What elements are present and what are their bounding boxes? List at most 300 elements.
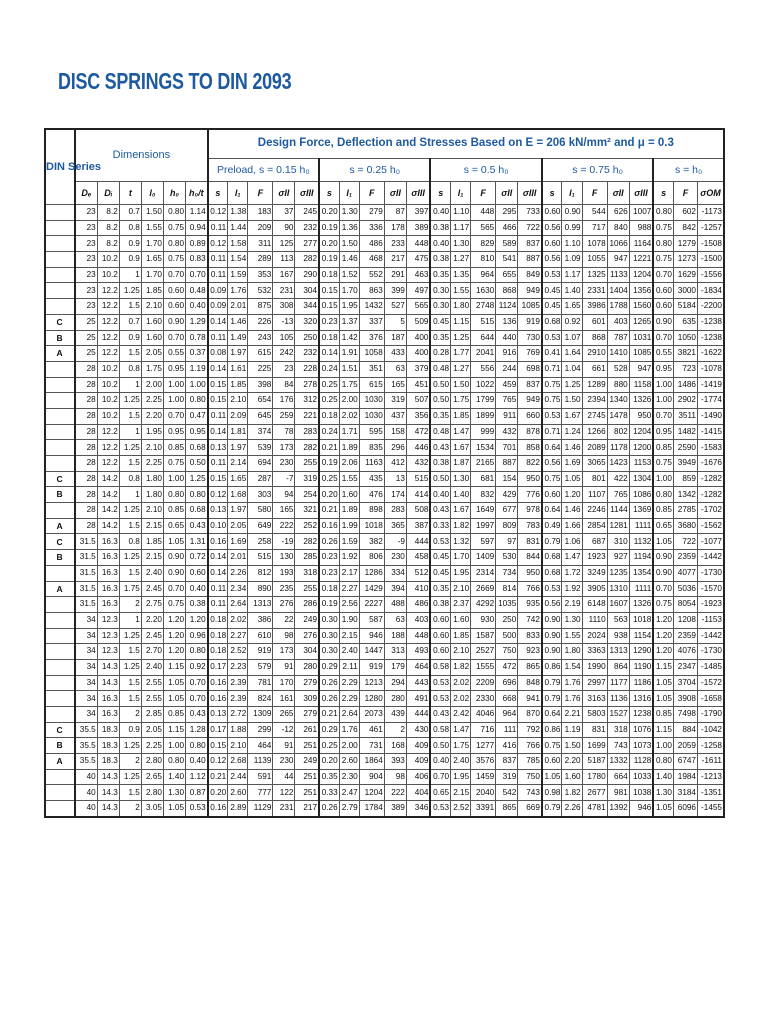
data-cell: 12.2 xyxy=(97,346,119,362)
data-cell: 0.94 xyxy=(186,220,208,236)
data-cell: 0.79 xyxy=(542,675,562,691)
data-cell: 44 xyxy=(273,769,295,785)
data-cell: 722 xyxy=(673,534,697,550)
data-cell: 1.06 xyxy=(562,534,582,550)
data-cell: 870 xyxy=(518,707,542,723)
data-cell: 809 xyxy=(496,518,518,534)
data-cell: 602 xyxy=(673,205,697,221)
column-header: h₀ xyxy=(163,182,185,205)
series-cell xyxy=(45,503,75,519)
data-cell: 1.40 xyxy=(653,769,673,785)
data-cell: 12.3 xyxy=(97,644,119,660)
column-header: σII xyxy=(607,182,629,205)
data-cell: -1077 xyxy=(697,534,724,550)
data-cell: 0.17 xyxy=(208,659,228,675)
data-cell: 0.30 xyxy=(430,299,450,315)
data-cell: 1.85 xyxy=(228,377,248,393)
data-cell: -1042 xyxy=(697,722,724,738)
data-cell: 0.98 xyxy=(542,785,562,801)
data-cell: 1.05 xyxy=(562,471,582,487)
data-cell: 1111 xyxy=(629,581,653,597)
data-cell: 1.24 xyxy=(562,424,582,440)
data-cell: 0.64 xyxy=(542,707,562,723)
data-cell: 34 xyxy=(75,707,97,723)
data-cell: 1.95 xyxy=(451,769,471,785)
data-cell: 0.65 xyxy=(653,518,673,534)
data-cell: 1.54 xyxy=(228,252,248,268)
data-cell: 346 xyxy=(406,801,430,817)
data-cell: 2.40 xyxy=(141,565,163,581)
data-cell: 94 xyxy=(273,487,295,503)
data-cell: 1.76 xyxy=(562,675,582,691)
data-cell: 3391 xyxy=(471,801,496,817)
data-cell: 878 xyxy=(518,424,542,440)
data-cell: 1132 xyxy=(629,534,653,550)
data-cell: 2.25 xyxy=(141,456,163,472)
data-cell: 0.21 xyxy=(319,707,339,723)
column-header: σIII xyxy=(406,182,430,205)
dimensions-header: Dimensions xyxy=(75,129,208,182)
data-cell: 0.38 xyxy=(430,220,450,236)
data-cell: 1.10 xyxy=(562,236,582,252)
data-cell: 0.80 xyxy=(163,236,185,252)
data-cell: 1.46 xyxy=(562,503,582,519)
data-cell: 463 xyxy=(406,267,430,283)
data-cell: 2.10 xyxy=(451,644,471,660)
data-cell: 1.05 xyxy=(163,691,185,707)
data-cell: 1.65 xyxy=(141,252,163,268)
data-cell: 0.20 xyxy=(319,487,339,503)
column-header: l₀ xyxy=(141,182,163,205)
data-cell: 429 xyxy=(496,487,518,503)
data-cell: 0.26 xyxy=(319,675,339,691)
data-cell: 209 xyxy=(248,220,273,236)
data-cell: 1.00 xyxy=(163,377,185,393)
data-cell: 530 xyxy=(496,550,518,566)
data-cell: 0.56 xyxy=(542,220,562,236)
data-cell: 3680 xyxy=(673,518,697,534)
data-cell: 0.14 xyxy=(208,314,228,330)
data-cell: 0.80 xyxy=(163,205,185,221)
data-cell: 1.00 xyxy=(653,471,673,487)
data-cell: 1.87 xyxy=(451,456,471,472)
data-cell: 2.02 xyxy=(451,675,471,691)
data-cell: 1.64 xyxy=(562,346,582,362)
data-cell: 289 xyxy=(248,252,273,268)
data-cell: 1923 xyxy=(582,550,607,566)
data-cell: 2.75 xyxy=(141,597,163,613)
data-cell: 2.37 xyxy=(451,597,471,613)
data-cell: 1.61 xyxy=(228,361,248,377)
data-cell: 31.5 xyxy=(75,597,97,613)
data-cell: 904 xyxy=(359,769,384,785)
data-cell: 393 xyxy=(384,754,406,770)
data-cell: 448 xyxy=(406,628,430,644)
data-cell: 1340 xyxy=(607,393,629,409)
data-cell: 0.80 xyxy=(186,487,208,503)
data-cell: 18.3 xyxy=(97,738,119,754)
data-cell: 1555 xyxy=(471,659,496,675)
data-cell: 930 xyxy=(471,612,496,628)
data-cell: -1351 xyxy=(697,785,724,801)
data-cell: 2314 xyxy=(471,565,496,581)
data-cell: 1527 xyxy=(607,707,629,723)
data-cell: 0.89 xyxy=(186,236,208,252)
table-row xyxy=(45,659,724,675)
data-cell: 23 xyxy=(75,205,97,221)
data-cell: 1035 xyxy=(496,597,518,613)
data-cell: 31.5 xyxy=(75,534,97,550)
data-cell: 3249 xyxy=(582,565,607,581)
data-cell: 1277 xyxy=(471,738,496,754)
data-cell: 28 xyxy=(75,518,97,534)
data-cell: 1 xyxy=(119,267,141,283)
data-cell: 34 xyxy=(75,628,97,644)
data-cell: 1.20 xyxy=(653,628,673,644)
data-cell: 0.15 xyxy=(208,377,228,393)
data-cell: 2748 xyxy=(471,299,496,315)
data-cell: 187 xyxy=(384,330,406,346)
data-cell: 2.42 xyxy=(451,707,471,723)
data-cell: 0.13 xyxy=(208,440,228,456)
series-cell xyxy=(45,769,75,785)
data-cell: 1.65 xyxy=(228,471,248,487)
data-cell: 18.3 xyxy=(97,754,119,770)
data-cell: 500 xyxy=(496,628,518,644)
data-cell: 0.50 xyxy=(430,393,450,409)
data-cell: 2.09 xyxy=(228,408,248,424)
data-cell: 2.52 xyxy=(451,801,471,817)
data-cell: 12.3 xyxy=(97,612,119,628)
table-row xyxy=(45,644,724,660)
data-cell: 865 xyxy=(518,659,542,675)
data-cell: 814 xyxy=(496,581,518,597)
data-cell: 0.45 xyxy=(430,314,450,330)
data-cell: 0.85 xyxy=(163,440,185,456)
data-cell: 2.10 xyxy=(451,581,471,597)
data-cell: 1.60 xyxy=(451,612,471,628)
series-cell xyxy=(45,283,75,299)
data-cell: 1.05 xyxy=(163,675,185,691)
data-cell: 1144 xyxy=(607,503,629,519)
data-cell: 750 xyxy=(518,769,542,785)
data-cell: 1085 xyxy=(518,299,542,315)
data-cell: 2394 xyxy=(582,393,607,409)
data-cell: 935 xyxy=(518,597,542,613)
data-cell: 285 xyxy=(295,550,319,566)
data-cell: 389 xyxy=(384,801,406,817)
data-cell: 1.85 xyxy=(141,283,163,299)
data-cell: 512 xyxy=(406,565,430,581)
data-cell: 3065 xyxy=(582,456,607,472)
data-cell: 781 xyxy=(248,675,273,691)
data-cell: 0.21 xyxy=(319,440,339,456)
data-cell: 0.90 xyxy=(542,644,562,660)
data-cell: 2.20 xyxy=(562,754,582,770)
data-cell: 255 xyxy=(295,581,319,597)
data-cell: 0.20 xyxy=(319,754,339,770)
data-cell: 1.20 xyxy=(653,612,673,628)
data-cell: 1.81 xyxy=(228,424,248,440)
data-cell: 0.15 xyxy=(208,738,228,754)
data-cell: 1304 xyxy=(629,471,653,487)
data-cell: 1.44 xyxy=(228,220,248,236)
data-cell: 374 xyxy=(248,424,273,440)
data-cell: 1.40 xyxy=(163,769,185,785)
data-cell: 716 xyxy=(471,722,496,738)
data-cell: 988 xyxy=(629,220,653,236)
data-cell: 14.2 xyxy=(97,471,119,487)
data-cell: 28 xyxy=(75,408,97,424)
data-cell: 0.99 xyxy=(562,220,582,236)
data-cell: 694 xyxy=(248,456,273,472)
column-header: l₁ xyxy=(451,182,471,205)
data-cell: 1066 xyxy=(607,236,629,252)
series-cell xyxy=(45,424,75,440)
column-header: σII xyxy=(496,182,518,205)
data-cell: 2089 xyxy=(582,440,607,456)
data-cell: 416 xyxy=(496,738,518,754)
data-cell: -19 xyxy=(273,534,295,550)
data-cell: 1560 xyxy=(629,299,653,315)
data-cell: 0.90 xyxy=(653,565,673,581)
data-cell: 231 xyxy=(273,283,295,299)
data-cell: 3363 xyxy=(582,644,607,660)
group-header: s = 0.5 h₀ xyxy=(430,159,541,182)
data-cell: 0.53 xyxy=(542,267,562,283)
data-cell: 542 xyxy=(496,785,518,801)
data-cell: 193 xyxy=(273,565,295,581)
column-header: h₀/t xyxy=(186,182,208,205)
data-cell: 464 xyxy=(406,659,430,675)
data-cell: 0.15 xyxy=(319,283,339,299)
data-cell: 1.50 xyxy=(562,738,582,754)
data-cell: 1587 xyxy=(471,628,496,644)
data-cell: 2.20 xyxy=(141,408,163,424)
data-cell: 476 xyxy=(359,487,384,503)
data-cell: 0.23 xyxy=(319,565,339,581)
data-cell: 1.31 xyxy=(186,534,208,550)
data-cell: 1.47 xyxy=(562,550,582,566)
data-cell: 1.85 xyxy=(141,534,163,550)
data-cell: -1676 xyxy=(697,456,724,472)
data-cell: 2.29 xyxy=(339,675,359,691)
table-row xyxy=(45,487,724,503)
data-cell: 448 xyxy=(406,236,430,252)
data-cell: 403 xyxy=(406,612,430,628)
data-cell: 0.20 xyxy=(208,785,228,801)
data-cell: 1310 xyxy=(607,581,629,597)
data-cell: 0.08 xyxy=(208,346,228,362)
data-cell: 1.95 xyxy=(339,299,359,315)
data-cell: 1.89 xyxy=(339,440,359,456)
data-cell: 4076 xyxy=(673,644,697,660)
data-cell: 1110 xyxy=(582,612,607,628)
data-cell: 1018 xyxy=(359,518,384,534)
data-cell: 0.90 xyxy=(163,314,185,330)
data-cell: 1.46 xyxy=(339,252,359,268)
data-cell: 858 xyxy=(518,440,542,456)
data-cell: 532 xyxy=(248,283,273,299)
data-cell: 1139 xyxy=(248,754,273,770)
data-cell: 1.76 xyxy=(562,691,582,707)
data-cell: 2331 xyxy=(582,283,607,299)
data-cell: 615 xyxy=(359,377,384,393)
data-cell: 1325 xyxy=(582,267,607,283)
data-cell: 283 xyxy=(384,503,406,519)
data-cell: 0.60 xyxy=(653,283,673,299)
data-cell: 28 xyxy=(75,440,97,456)
data-cell: 2.40 xyxy=(451,754,471,770)
data-cell: -1556 xyxy=(697,267,724,283)
data-cell: 1.42 xyxy=(339,330,359,346)
data-cell: 90 xyxy=(273,220,295,236)
data-cell: 250 xyxy=(295,330,319,346)
data-cell: 0.79 xyxy=(542,691,562,707)
data-cell: 1.60 xyxy=(141,314,163,330)
data-cell: 0.17 xyxy=(208,722,228,738)
series-cell xyxy=(45,220,75,236)
data-cell: 723 xyxy=(673,361,697,377)
data-cell: 0.95 xyxy=(653,424,673,440)
data-cell: 2359 xyxy=(673,628,697,644)
data-cell: 0.20 xyxy=(319,236,339,252)
data-cell: 2.10 xyxy=(141,440,163,456)
data-cell: -1834 xyxy=(697,283,724,299)
data-cell: 466 xyxy=(496,220,518,236)
data-cell: 0.53 xyxy=(430,534,450,550)
data-cell: 1.25 xyxy=(119,503,141,519)
data-cell: -1153 xyxy=(697,612,724,628)
data-cell: 801 xyxy=(582,471,607,487)
data-cell: 1.89 xyxy=(339,503,359,519)
data-cell: 1.5 xyxy=(119,299,141,315)
data-cell: 23 xyxy=(75,252,97,268)
data-cell: 173 xyxy=(273,644,295,660)
data-cell: 0.15 xyxy=(319,299,339,315)
data-cell: -1572 xyxy=(697,675,724,691)
data-cell: 2.45 xyxy=(141,628,163,644)
data-cell: 831 xyxy=(582,722,607,738)
data-cell: 1.50 xyxy=(562,393,582,409)
data-cell: 1.10 xyxy=(451,205,471,221)
data-cell: 245 xyxy=(295,205,319,221)
data-cell: 1.05 xyxy=(163,801,185,817)
data-cell: 25 xyxy=(75,346,97,362)
series-cell xyxy=(45,628,75,644)
data-cell: 1.97 xyxy=(228,346,248,362)
data-cell: 23 xyxy=(75,267,97,283)
data-cell: 0.75 xyxy=(163,220,185,236)
data-cell: 1.05 xyxy=(653,534,673,550)
data-cell: 249 xyxy=(295,612,319,628)
data-cell: 252 xyxy=(295,518,319,534)
data-cell: 1281 xyxy=(607,518,629,534)
data-cell: 0.70 xyxy=(186,691,208,707)
data-cell: 2.23 xyxy=(228,659,248,675)
data-cell: 1.19 xyxy=(186,361,208,377)
series-cell: A xyxy=(45,754,75,770)
data-cell: 2.30 xyxy=(339,769,359,785)
data-cell: -1213 xyxy=(697,769,724,785)
data-cell: 0.92 xyxy=(186,659,208,675)
data-cell: 541 xyxy=(496,252,518,268)
data-cell: 1.67 xyxy=(451,503,471,519)
series-cell xyxy=(45,456,75,472)
data-cell: 1.47 xyxy=(451,424,471,440)
data-cell: 2.70 xyxy=(141,644,163,660)
data-cell: 509 xyxy=(406,314,430,330)
data-cell: 2059 xyxy=(673,738,697,754)
data-cell: 12.2 xyxy=(97,424,119,440)
data-cell: 1.99 xyxy=(339,518,359,534)
data-cell: 1030 xyxy=(359,408,384,424)
table-row xyxy=(45,518,724,534)
data-cell: 0.53 xyxy=(430,691,450,707)
data-cell: 228 xyxy=(295,361,319,377)
data-cell: 597 xyxy=(471,534,496,550)
data-cell: 287 xyxy=(248,471,273,487)
data-cell: 776 xyxy=(518,487,542,503)
data-cell: 461 xyxy=(359,722,384,738)
data-cell: 1.60 xyxy=(339,487,359,503)
data-cell: 225 xyxy=(248,361,273,377)
data-cell: 649 xyxy=(248,518,273,534)
data-cell: 251 xyxy=(295,785,319,801)
data-cell: -1790 xyxy=(697,707,724,723)
data-cell: 2.40 xyxy=(339,644,359,660)
data-cell: 0.95 xyxy=(186,424,208,440)
data-cell: 34 xyxy=(75,675,97,691)
data-cell: 1.52 xyxy=(339,267,359,283)
data-cell: 439 xyxy=(384,707,406,723)
data-cell: 0.18 xyxy=(319,267,339,283)
data-cell: 410 xyxy=(406,581,430,597)
data-cell: 230 xyxy=(273,754,295,770)
data-cell: 1.20 xyxy=(163,628,185,644)
data-cell: 0.48 xyxy=(186,283,208,299)
data-cell: 1136 xyxy=(607,691,629,707)
data-cell: 1.80 xyxy=(451,299,471,315)
data-cell: 1.25 xyxy=(119,738,141,754)
data-cell: 265 xyxy=(273,707,295,723)
data-cell: 0.43 xyxy=(430,707,450,723)
data-cell: 16.3 xyxy=(97,597,119,613)
data-cell: 1273 xyxy=(673,252,697,268)
data-cell: 491 xyxy=(406,691,430,707)
data-cell: 0.55 xyxy=(163,346,185,362)
data-cell: 1486 xyxy=(673,377,697,393)
data-cell: 310 xyxy=(607,534,629,550)
data-cell: 0.40 xyxy=(186,299,208,315)
data-cell: 1780 xyxy=(582,769,607,785)
data-cell: 0.40 xyxy=(430,487,450,503)
data-cell: 28 xyxy=(75,487,97,503)
data-cell: 0.19 xyxy=(319,220,339,236)
data-cell: -1730 xyxy=(697,565,724,581)
data-cell: 448 xyxy=(471,205,496,221)
data-cell: 318 xyxy=(607,722,629,738)
table-row xyxy=(45,424,724,440)
data-cell: 868 xyxy=(582,330,607,346)
data-cell: 565 xyxy=(406,299,430,315)
data-cell: 733 xyxy=(518,205,542,221)
data-cell: 2.39 xyxy=(228,675,248,691)
data-cell: 0.60 xyxy=(163,283,185,299)
data-cell: 1129 xyxy=(248,801,273,817)
data-cell: 334 xyxy=(384,565,406,581)
data-cell: 1.51 xyxy=(339,361,359,377)
